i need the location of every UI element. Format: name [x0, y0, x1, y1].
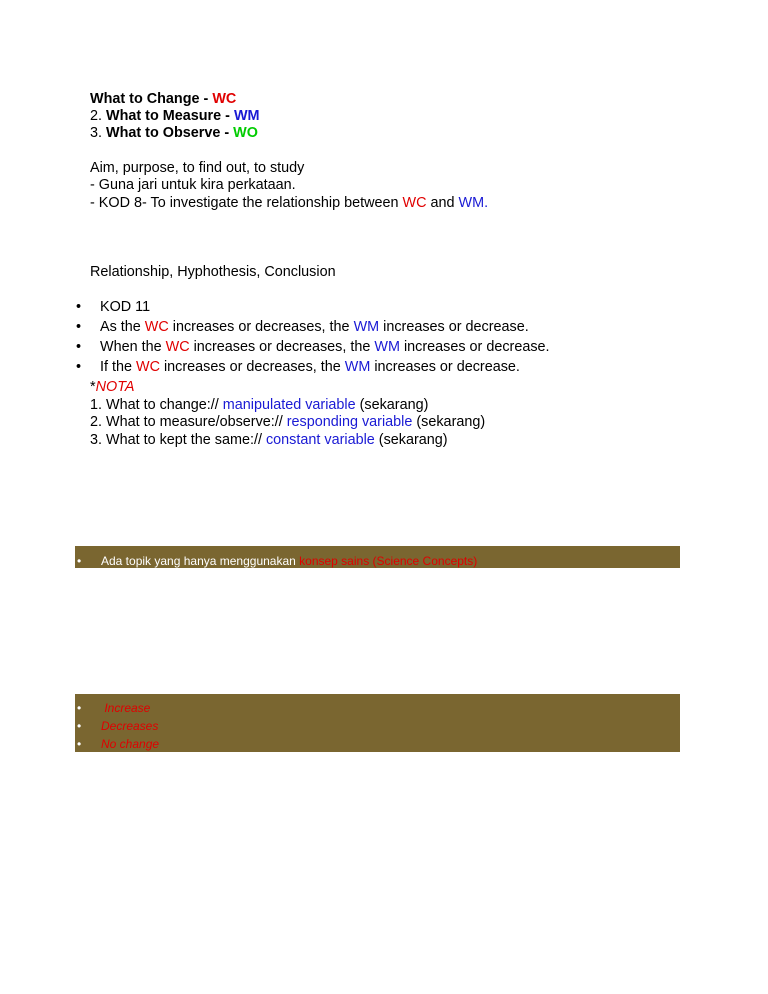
nota-row	[90, 431, 448, 449]
nota-row	[90, 396, 428, 414]
nota-row	[90, 413, 485, 431]
bullet: •	[76, 359, 82, 375]
aim-line-2	[90, 194, 488, 212]
bullet: •	[77, 554, 82, 568]
item-mid: increases or decreases, the	[168, 319, 354, 335]
option-decreases: Decreases	[101, 719, 159, 733]
band-row	[75, 736, 159, 752]
nota-label: NOTA	[95, 379, 135, 395]
list-item	[76, 318, 529, 336]
band-text: Ada topik yang hanya menggunakan	[101, 554, 300, 568]
nota-post: (sekarang)	[412, 414, 486, 430]
num: 3.	[90, 125, 106, 141]
aim-title: Aim, purpose, to find out, to study	[90, 160, 305, 176]
item-pre: As the	[100, 319, 145, 335]
label: What to Change -	[90, 91, 213, 107]
code-wc: WC	[212, 91, 237, 107]
option-increase: Increase	[101, 701, 151, 715]
nota-post: (sekarang)	[355, 397, 429, 413]
change-options-band	[75, 694, 680, 752]
code-wm: WM	[344, 359, 371, 375]
relationship-title: Relationship, Hyphothesis, Conclusion	[90, 264, 336, 280]
item-mid: increases or decreases, the	[159, 359, 345, 375]
item-post: increases or decrease.	[379, 319, 529, 335]
item-pre: When the	[100, 339, 166, 355]
list-item	[76, 298, 150, 316]
band-row	[75, 553, 477, 569]
code-wc: WC	[402, 195, 427, 211]
option-no-change: No change	[101, 737, 160, 751]
nota-star: *	[90, 379, 96, 395]
band-row	[75, 718, 158, 734]
code-wc: WC	[144, 319, 169, 335]
nota-heading	[90, 378, 135, 396]
bullet: •	[76, 319, 82, 335]
nota-term: manipulated variable	[222, 397, 356, 413]
band-highlight: konsep sains (Science Concepts)	[299, 554, 478, 568]
code-wm: WM	[353, 319, 380, 335]
code-wm: WM.	[458, 195, 489, 211]
bullet: •	[77, 701, 82, 715]
code-wo: WO	[233, 125, 258, 141]
nota-pre: 1. What to change://	[90, 397, 223, 413]
item-post: increases or decrease.	[399, 339, 550, 355]
aim-prefix: - KOD 8- To investigate the relationship between	[90, 195, 403, 211]
num: 2.	[90, 108, 106, 124]
item-mid: increases or decreases, the	[189, 339, 375, 355]
science-concepts-band	[75, 546, 680, 568]
nota-term: responding variable	[286, 414, 413, 430]
label: What to Observe -	[106, 125, 234, 141]
bullet: •	[76, 299, 82, 315]
nota-term: constant variable	[265, 432, 375, 448]
nota-pre: 3. What to kept the same://	[90, 432, 266, 448]
list-item	[76, 358, 520, 376]
bullet: •	[76, 339, 82, 355]
code-wc: WC	[136, 359, 160, 375]
item-pre: If the	[100, 359, 136, 375]
list-item	[76, 338, 550, 356]
heading-what-to-observe	[90, 124, 258, 142]
heading-what-to-change	[90, 90, 236, 108]
item-post: increases or decrease.	[370, 359, 520, 375]
bullet: •	[77, 719, 82, 733]
code-wm: WM	[233, 108, 260, 124]
and-text: and	[426, 195, 459, 211]
band-row	[75, 700, 150, 716]
nota-post: (sekarang)	[374, 432, 448, 448]
nota-pre: 2. What to measure/observe://	[90, 414, 287, 430]
bullet: •	[77, 737, 82, 751]
aim-line-1: - Guna jari untuk kira perkataan.	[90, 177, 296, 193]
code-wm: WM	[374, 339, 400, 355]
heading-what-to-measure	[90, 107, 260, 125]
code-wc: WC	[165, 339, 190, 355]
item-text: KOD 11	[100, 299, 151, 315]
label: What to Measure -	[106, 108, 234, 124]
